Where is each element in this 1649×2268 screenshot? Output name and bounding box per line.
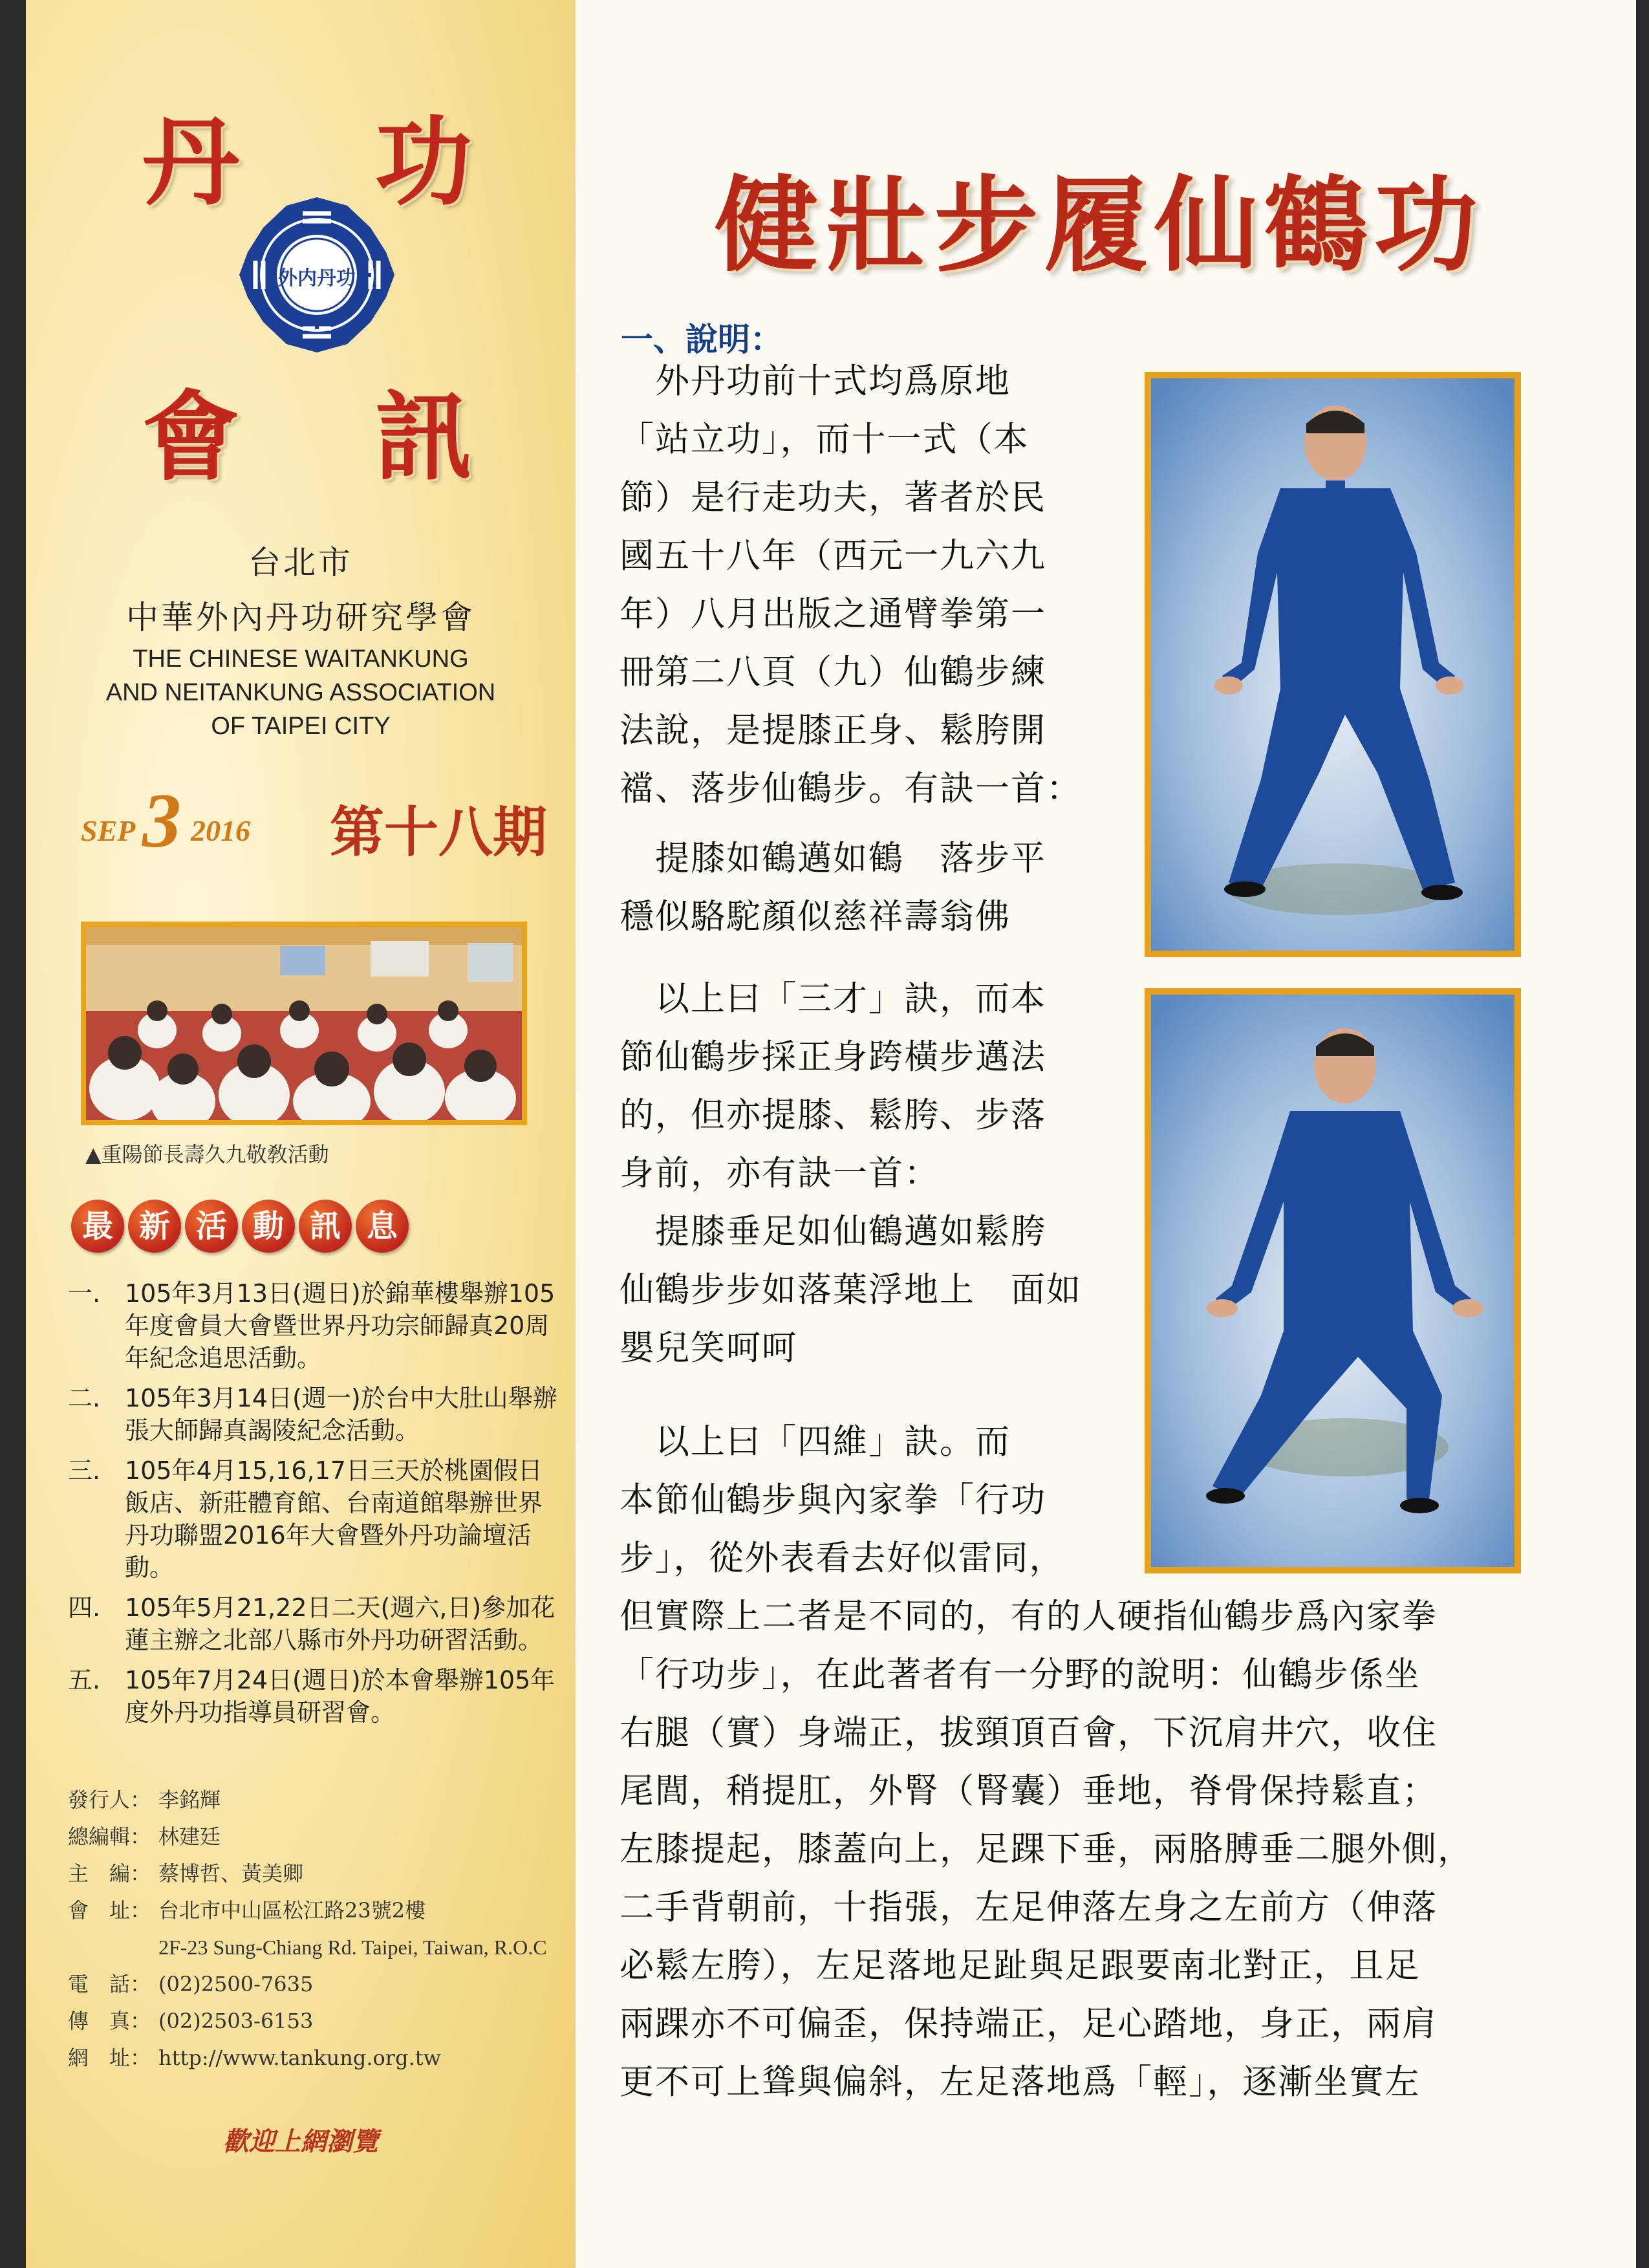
- text-line: 嬰兒笑呵呵: [620, 1328, 797, 1368]
- news-item-text: 105年3月13日(週日)於錦華樓舉辦105年度會員大會暨世界丹功宗師歸真20周年紀念追思活動。: [125, 1279, 555, 1372]
- text-line: 右腿（實）身端正，拔頸頂百會，下沉肩井穴，收住: [620, 1713, 1438, 1753]
- event-photo: [81, 922, 527, 1125]
- text-line: 「行功步」，在此著者有一分野的說明：仙鶴步係坐: [620, 1655, 1421, 1694]
- text-line: 尾閭，稍提肛，外腎（腎囊）垂地，脊骨保持鬆直；: [620, 1771, 1438, 1811]
- credit-value[interactable]: http://www.tankung.org.tw: [158, 2046, 441, 2070]
- news-item: [68, 1382, 559, 1447]
- text-line: 本節仙鶴步與內家拳「行功: [620, 1480, 1046, 1520]
- credit-value: (02)2500-7635: [158, 1972, 314, 1996]
- credit-fax: [68, 2003, 579, 2040]
- news-item-number: 一.: [68, 1279, 101, 1308]
- news-item-text: 105年4月15,16,17日三天於桃園假日飯店、新莊體育館、台南道館舉辦世界丹功聯盟2016年大會暨外丹功論壇活動。: [125, 1456, 543, 1582]
- article-title: 健壯步履仙鶴功: [714, 164, 1484, 286]
- credit-label: 主 編：: [68, 1861, 151, 1886]
- credit-value: 蔡博哲、黃美卿: [158, 1861, 304, 1886]
- credit-label: 會 址：: [68, 1898, 151, 1923]
- news-item: [68, 1664, 559, 1729]
- masthead-char-3: 會: [142, 380, 240, 494]
- org-name-en-line3: OF TAIPEI CITY: [211, 713, 391, 740]
- text-line: 必鬆左胯），左足落地足趾與足跟要南北對正，且足: [620, 1946, 1421, 1985]
- credit-publisher: [68, 1782, 579, 1819]
- text-line: 仙鶴步步如落葉浮地上 面如: [620, 1270, 1082, 1310]
- text-line: 步」，從外表看去好似雷同，: [620, 1539, 1065, 1578]
- master-standing-figure: [1151, 378, 1514, 951]
- text-line: 提膝垂足如仙鶴邁如鬆胯: [620, 1212, 1046, 1251]
- text-line: 提膝如鶴邁如鶴 落步平: [620, 839, 1046, 878]
- masthead-char-2: 功: [375, 105, 473, 219]
- magazine-page: [26, 0, 1636, 2268]
- credit-value: 2F-23 Sung-Chiang Rd. Taipei, Taiwan, R.O.C: [158, 1936, 547, 1959]
- sidebar: [26, 0, 576, 2268]
- latest-news-heading: [71, 1200, 413, 1258]
- credit-editors: [68, 1855, 579, 1892]
- news-item: [68, 1454, 559, 1584]
- credit-label: 傳 真：: [68, 2009, 151, 2033]
- text-line: 節仙鶴步採正身跨橫步邁法: [620, 1037, 1046, 1077]
- text-line: 更不可上聳與偏斜，左足落地爲「輕」，逐漸坐實左: [620, 2062, 1421, 2102]
- text-line: 以上曰「四維」訣。而: [620, 1422, 1011, 1462]
- credit-label: 總編輯：: [68, 1824, 151, 1849]
- credit-website: [68, 2040, 579, 2077]
- text-line: 兩踝亦不可偏歪，保持端正，足心踏地，身正，兩肩: [620, 2004, 1438, 2044]
- text-line: 「站立功」，而十一式（本: [620, 420, 1029, 459]
- news-item-number: 五.: [68, 1666, 101, 1694]
- credit-value: 林建廷: [158, 1824, 221, 1849]
- text-line: 外丹功前十式均爲原地: [620, 362, 1011, 401]
- issue-volume: 第十八期: [330, 800, 548, 864]
- masthead-char-4: 訊: [375, 380, 473, 494]
- event-photo-caption: ▲重陽節長壽久九敬敎活動: [85, 1142, 329, 1167]
- credit-address-en: [68, 1929, 579, 1966]
- text-line: 年）八月出版之通臂拳第一: [620, 594, 1046, 634]
- news-item: [68, 1277, 559, 1374]
- association-emblem-icon: [236, 194, 398, 356]
- news-heading-char: 訊: [299, 1200, 352, 1253]
- section-heading: 一、說明：: [621, 321, 782, 358]
- org-city: 台北市: [248, 544, 353, 581]
- news-list: [68, 1277, 559, 1736]
- issue-month: SEP: [81, 814, 136, 847]
- masthead-char-1: 丹: [142, 105, 240, 219]
- news-item-number: 二.: [68, 1384, 101, 1412]
- verse-1: [620, 830, 1046, 946]
- event-crowd-illustration: [86, 927, 522, 1120]
- credit-label: 電 話：: [68, 1972, 151, 1996]
- credit-value: 李銘輝: [158, 1787, 221, 1812]
- news-heading-char: 新: [128, 1200, 181, 1253]
- text-line: 節）是行走功夫，著者於民: [620, 478, 1046, 517]
- news-heading-char: 活: [185, 1200, 238, 1253]
- org-name-en-line2: AND NEITANKUNG ASSOCIATION: [105, 679, 496, 706]
- text-line: 法說，是提膝正身、鬆胯開: [620, 711, 1046, 750]
- credit-label: 發行人：: [68, 1787, 151, 1812]
- credit-label: 網 址：: [68, 2046, 151, 2070]
- credit-value: 台北市中山區松江路23號2樓: [158, 1898, 426, 1923]
- text-line: 左膝提起，膝蓋向上，足踝下垂，兩胳膊垂二腿外側，: [620, 1830, 1473, 1869]
- news-heading-char: 動: [242, 1200, 295, 1253]
- issue-number: 3: [142, 777, 181, 863]
- credit-chief-editor: [68, 1819, 579, 1855]
- verse-2: [620, 1203, 1082, 1377]
- news-item-text: 105年5月21,22日二天(週六,日)參加花蓮主辦之北部八縣市外丹功研習活動。: [125, 1593, 555, 1654]
- credit-value: (02)2503-6153: [158, 2009, 314, 2033]
- text-line: 二手背朝前，十指張，左足伸落左身之左前方（伸落: [620, 1888, 1438, 1927]
- text-line: 襠、落步仙鶴步。有訣一首：: [620, 769, 1082, 808]
- credit-phone: [68, 1966, 579, 2003]
- text-line: 身前，亦有訣一首：: [620, 1154, 940, 1193]
- credits-block: [68, 1782, 579, 2077]
- org-name-en-line1: THE CHINESE WAITANKUNG: [133, 645, 469, 673]
- text-line: 穩似駱駝顏似慈祥壽翁佛: [620, 897, 1011, 936]
- article-paragraph-2: [620, 970, 1046, 1203]
- text-line: 的，但亦提膝、鬆胯、步落: [620, 1096, 1046, 1135]
- org-name-zh: 中華外內丹功研究學會: [126, 599, 475, 636]
- news-item-number: 四.: [68, 1593, 101, 1622]
- article-paragraph-1: [620, 352, 1082, 818]
- issue-info: [81, 776, 572, 864]
- welcome-online-text: 歡迎上網瀏覽: [223, 2126, 378, 2157]
- news-item: [68, 1592, 559, 1656]
- news-heading-char: 息: [356, 1200, 409, 1253]
- text-line: 以上曰「三才」訣，而本: [620, 979, 1046, 1019]
- text-line: 國五十八年（西元一九六九: [620, 536, 1046, 576]
- issue-year: 2016: [191, 814, 250, 847]
- news-heading-char: 最: [71, 1200, 124, 1253]
- news-item-text: 105年7月24日(週日)於本會舉辦105年度外丹功指導員研習會。: [125, 1666, 555, 1727]
- text-line: 但實際上二者是不同的，有的人硬指仙鶴步爲內家拳: [620, 1597, 1438, 1636]
- news-item-text: 105年3月14日(週一)於台中大肚山舉辦張大師歸真謁陵紀念活動。: [125, 1384, 557, 1445]
- news-item-number: 三.: [68, 1456, 101, 1485]
- article-paragraph-3: [620, 1413, 1473, 2111]
- emblem-text: 外内丹功: [278, 267, 356, 290]
- credit-address: [68, 1892, 579, 1929]
- demonstration-photo-1: [1145, 372, 1521, 957]
- text-line: 冊第二八頁（九）仙鶴步練: [620, 653, 1046, 692]
